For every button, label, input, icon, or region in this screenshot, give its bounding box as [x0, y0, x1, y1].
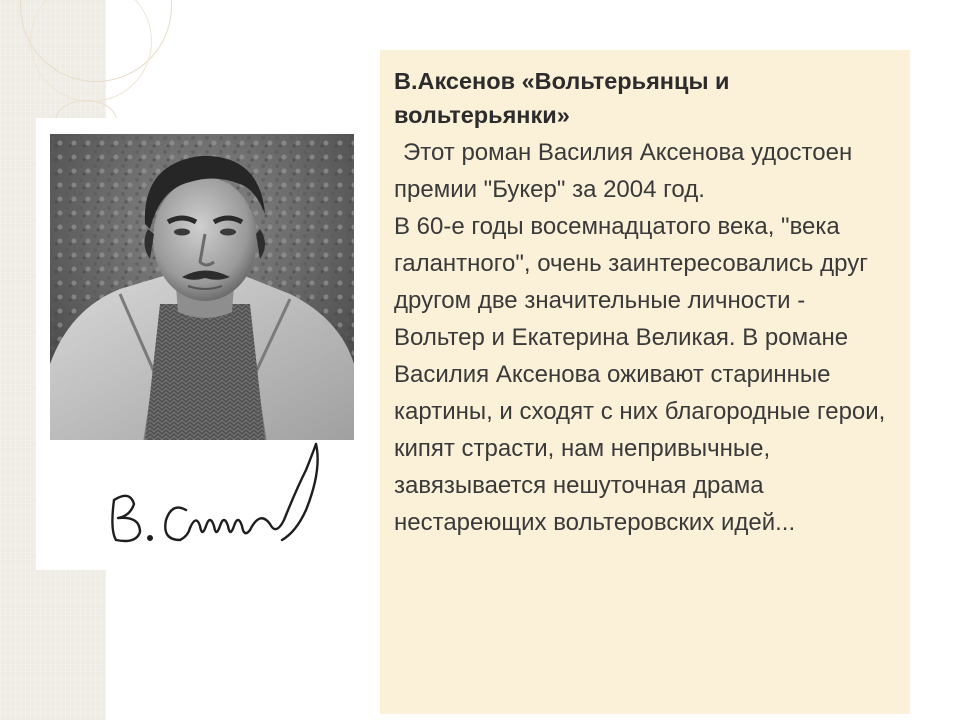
portrait-image	[50, 134, 354, 440]
description-text-box	[380, 50, 910, 714]
slide-title: В.Аксенов «Вольтерьянцы и вольтерьянки»	[394, 68, 730, 128]
book-award-paragraph: Этот роман Василия Аксенова удостоен премии "Букер" за 2004 год.	[394, 139, 853, 203]
author-portrait-photo	[50, 134, 354, 440]
handwritten-signature	[100, 440, 340, 560]
book-description-paragraph: В 60-е годы восемнадцатого века, "века галантного", очень заинтересовались друг другом две значительные личности - Вольтер и Екатерина Великая. В романе Василия Аксенова оживают старинные картины, и сходят с них благородные герои, кипят страсти, нам непривычные, завязывается нешуточная драма нестареющих вольтеровских идей...	[394, 213, 886, 536]
